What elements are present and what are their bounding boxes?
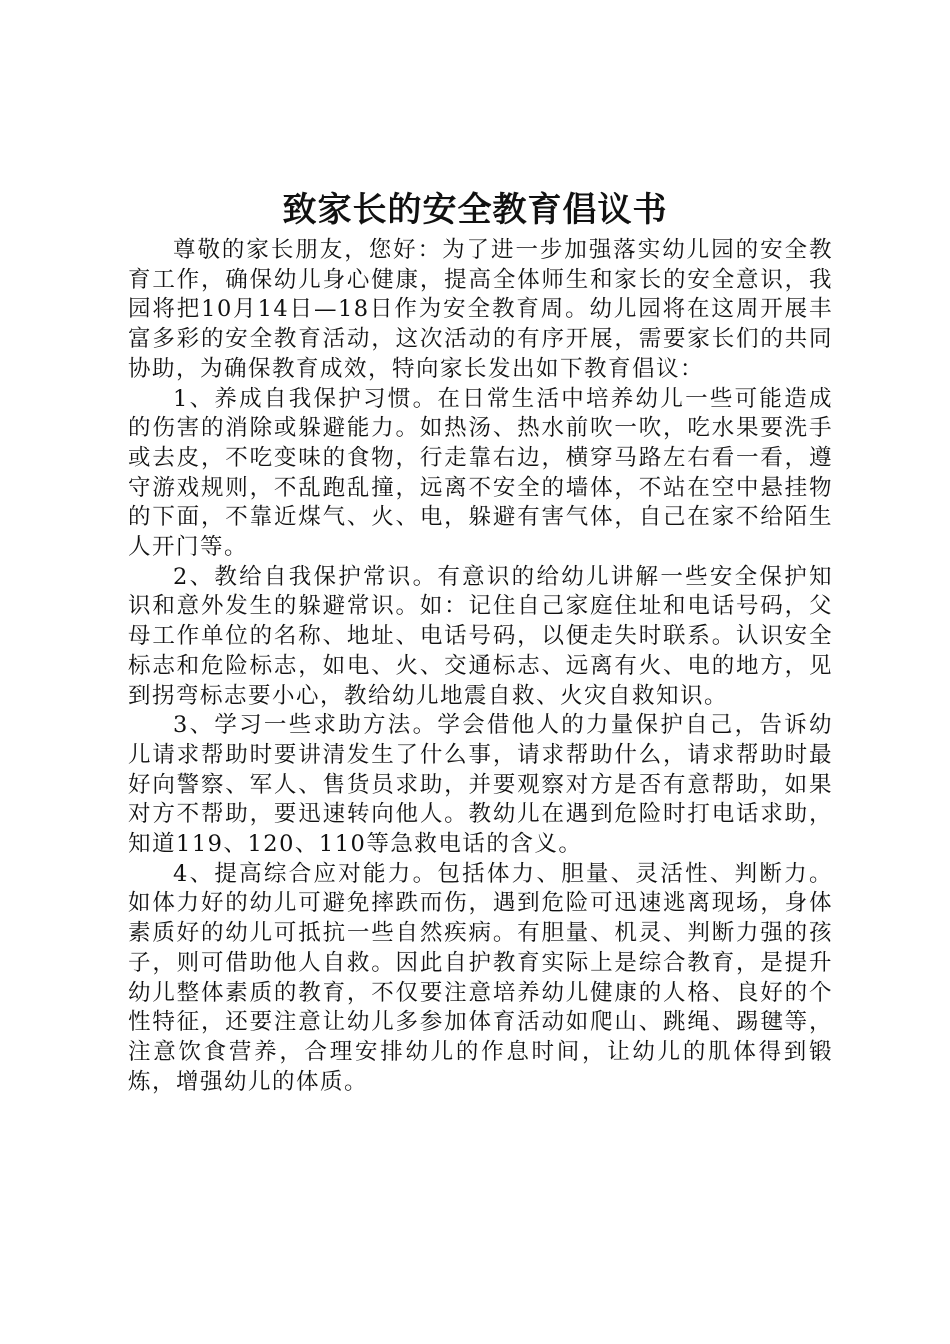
document-title: 致家长的安全教育倡议书	[282, 190, 668, 230]
paragraph-item-1: 1、养成自我保护习惯。在日常生活中培养幼儿一些可能造成的伤害的消除或躲避能力。如热汤、热水前吹一吹，吃水果要洗手或去皮，不吃变味的食物，行走靠右边，横穿马路左右看一看，遵守游戏规则，不乱跑乱撞，远离不安全的墙体，不站在空中悬挂物的下面，不靠近煤气、火、电，躲避有害气体，自己在家不给陌生人开门等。	[128, 385, 833, 561]
paragraph-item-3: 3、学习一些求助方法。学会借他人的力量保护自己，告诉幼儿请求帮助时要讲清发生了什么事，请求帮助什么，请求帮助时最好向警察、军人、售货员求助，并要观察对方是否有意帮助，如果对方不帮助，要迅速转向他人。教幼儿在遇到危险时打电话求助，知道119、120、110等急救电话的含义。	[128, 712, 833, 858]
paragraph-greeting: 尊敬的家长朋友，您好：为了进一步加强落实幼儿园的安全教育工作，确保幼儿身心健康，提高全体师生和家长的安全意识，我园将把10月14日—18日作为安全教育周。幼儿园将在这周开展丰富多彩的安全教育活动，这次活动的有序开展，需要家长们的共同协助，为确保教育成效，特向家长发出如下教育倡议：	[128, 237, 833, 382]
paragraph-item-4: 4、提高综合应对能力。包括体力、胆量、灵活性、判断力。如体力好的幼儿可避免摔跌而伤，遇到危险可迅速逃离现场，身体素质好的幼儿可抵抗一些自然疾病。有胆量、机灵、判断力强的孩子，则可借助他人自救。因此自护教育实际上是综合教育，是提升幼儿整体素质的教育，不仅要注意培养幼儿健康的人格、良好的个性特征，还要注意让幼儿多参加体育活动如爬山、跳绳、踢毽等，注意饮食营养，合理安排幼儿的作息时间，让幼儿的肌体得到锻炼，增强幼儿的体质。	[128, 860, 833, 1095]
document-body	[128, 236, 833, 1097]
paragraph-item-2: 2、教给自我保护常识。有意识的给幼儿讲解一些安全保护知识和意外发生的躲避常识。如：记住自己家庭住址和电话号码，父母工作单位的名称、地址、电话号码，以便走失时联系。认识安全标志和危险标志，如电、火、交通标志、远离有火、电的地方，见到拐弯标志要小心，教给幼儿地震自救、火灾自救知识。	[128, 563, 833, 709]
